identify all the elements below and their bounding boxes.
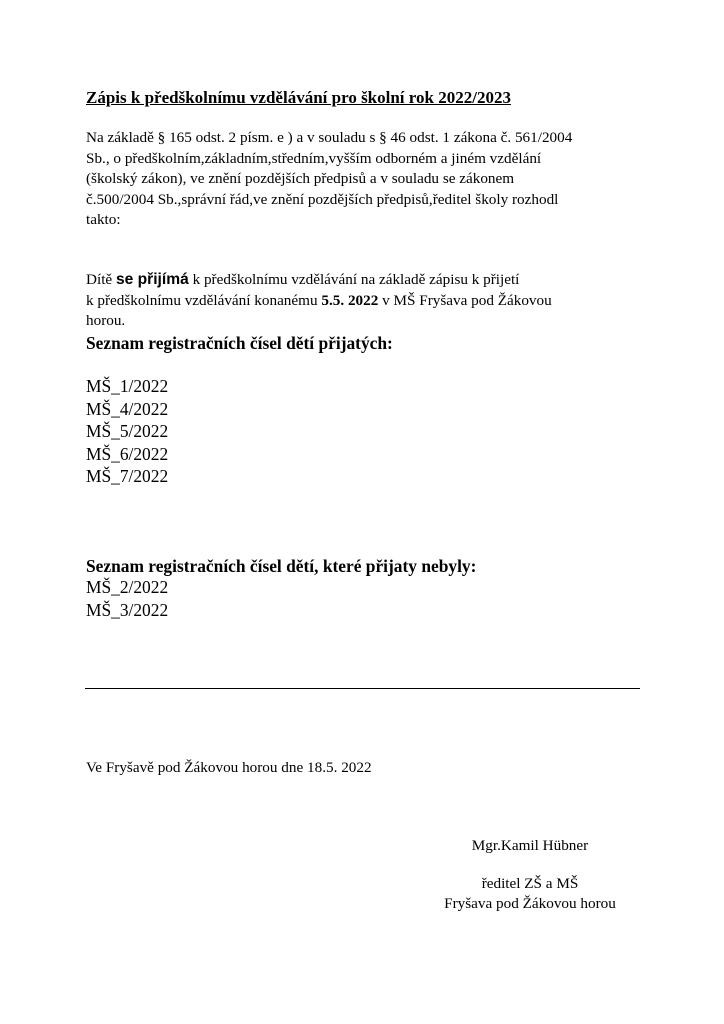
decision-text: k předškolnímu vzdělávání na základě zápisu k přijetí bbox=[188, 271, 520, 288]
decision-text: Dítě bbox=[86, 271, 116, 288]
accepted-heading: Seznam registračních čísel dětí přijatých: bbox=[86, 333, 393, 353]
signature-block bbox=[420, 836, 640, 914]
signatory-name: Mgr.Kamil Hübner bbox=[471, 837, 589, 854]
accepted-list bbox=[86, 375, 168, 488]
intro-line: (školský zákon), ve znění pozdějších předpisů a v souladu se zákonem bbox=[86, 170, 515, 187]
decision-line-2 bbox=[86, 291, 676, 312]
enrollment-date: 5.5. 2022 bbox=[321, 291, 379, 309]
decision-line-3: horou. bbox=[86, 312, 126, 329]
list-item: MŠ_6/2022 bbox=[86, 443, 169, 464]
decision-emphasis: se přijímá bbox=[115, 271, 189, 288]
decision-text: v MŠ Fryšava pod Žákovou bbox=[378, 291, 552, 309]
signature-spacer bbox=[420, 856, 640, 874]
list-item: MŠ_4/2022 bbox=[86, 398, 169, 419]
place-and-date: Ve Fryšavě pod Žákovou horou dne 18.5. 2022 bbox=[86, 759, 372, 776]
document-title: Zápis k předškolnímu vzdělávání pro školní rok 2022/2023 bbox=[86, 88, 511, 107]
signatory-role: ředitel ZŠ a MŠ bbox=[481, 875, 579, 892]
list-item: MŠ_7/2022 bbox=[86, 466, 169, 486]
intro-paragraph bbox=[86, 128, 676, 231]
decision-paragraph bbox=[86, 270, 676, 332]
decision-text: k předškolnímu vzdělávání konanému bbox=[86, 291, 322, 309]
intro-line: takto: bbox=[86, 211, 121, 228]
rejected-list bbox=[86, 576, 168, 621]
intro-line: Na základě § 165 odst. 2 písm. e ) a v souladu s § 46 odst. 1 zákona č. 561/2004 bbox=[86, 129, 573, 146]
rejected-heading: Seznam registračních čísel dětí, které přijaty nebyly: bbox=[86, 556, 477, 576]
list-item: MŠ_5/2022 bbox=[86, 421, 169, 441]
decision-line-1 bbox=[86, 270, 676, 291]
list-item: MŠ_1/2022 bbox=[86, 376, 169, 396]
list-item: MŠ_3/2022 bbox=[86, 599, 169, 620]
intro-line: č.500/2004 Sb.,správní řád,ve znění pozdějších předpisů,ředitel školy rozhodl bbox=[86, 190, 559, 208]
signatory-school: Fryšava pod Žákovou horou bbox=[444, 895, 616, 912]
horizontal-divider bbox=[85, 688, 640, 689]
intro-line: Sb., o předškolním,základním,středním,vyšším odborném a jiném vzdělání bbox=[86, 149, 542, 167]
list-item: MŠ_2/2022 bbox=[86, 577, 169, 597]
